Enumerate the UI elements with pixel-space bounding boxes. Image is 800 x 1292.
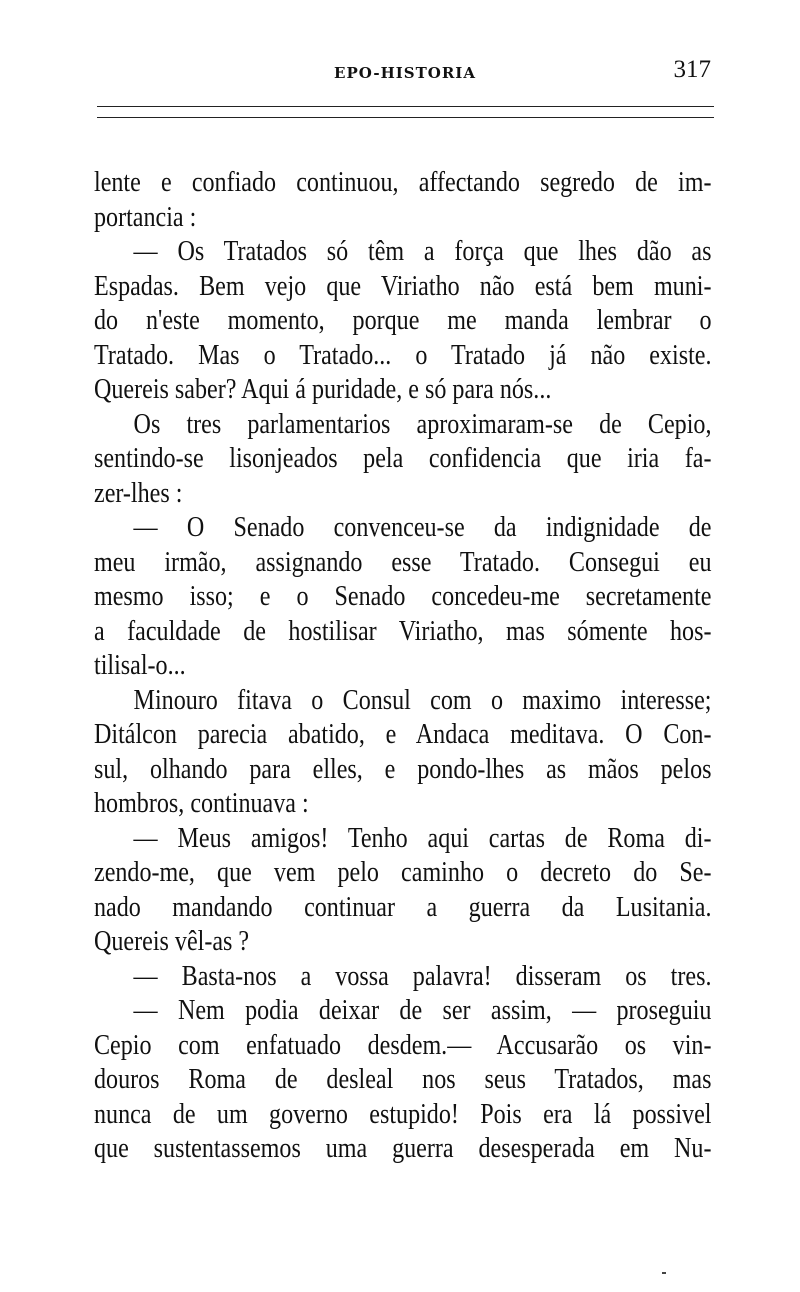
text-line: sul, olhando para elles, e pondo-lhes as mãos pelos — [94, 753, 712, 785]
text-line: Os tres parlamentarios aproximaram-se de Cepio, — [133, 408, 712, 440]
text-line: meu irmão, assignando esse Tratado. Consegui eu — [94, 546, 712, 578]
text-line: Espadas. Bem vejo que Viriatho não está bem muni- — [94, 270, 712, 302]
text-line: Tratado. Mas o Tratado... o Tratado já não existe. — [94, 339, 712, 371]
page-header — [95, 56, 715, 92]
text-line: Ditálcon parecia abatido, e Andaca meditava. O Con- — [94, 719, 712, 750]
text-line: mesmo isso; e o Senado concedeu-me secretamente — [94, 581, 712, 612]
text-line: tilisal-o... — [94, 650, 186, 681]
page-number: 317 — [673, 56, 711, 83]
text-line: — Meus amigos! Tenho aqui cartas de Roma di- — [133, 822, 712, 854]
text-line: — Basta-nos a vossa palavra! disseram os tres. — [133, 960, 712, 992]
text-line: portancia : — [94, 201, 197, 233]
text-line: lente e confiado continuou, affectando segredo de im- — [94, 167, 712, 198]
print-speck — [662, 1272, 666, 1274]
text-line: Cepio com enfatuado desdem.— Accusarão os vin- — [94, 1029, 712, 1061]
text-line: zer-lhes : — [94, 477, 183, 509]
header-rule-top — [97, 106, 714, 107]
text-line: nunca de um governo estupido! Pois era lá possivel — [94, 1098, 712, 1130]
running-title: EPO-HISTORIA — [334, 64, 476, 82]
text-line: Minouro fitava o Consul com o maximo interesse; — [133, 684, 712, 716]
text-line: — Os Tratados só têm a força que lhes dão as — [133, 236, 712, 267]
text-line: zendo-me, que vem pelo caminho o decreto do Se- — [94, 857, 712, 888]
text-line: sentindo-se lisonjeados pela confidencia que iria fa- — [94, 443, 712, 474]
text-line: nado mandando continuar a guerra da Lusitania. — [94, 891, 712, 923]
text-line: — O Senado convenceu-se da indignidade de — [133, 512, 712, 543]
text-line: a faculdade de hostilisar Viriatho, mas sómente hos- — [94, 615, 712, 647]
text-line: Quereis saber? Aqui á puridade, e só para nós... — [94, 374, 552, 405]
header-rule-bottom — [97, 117, 714, 118]
text-line: Quereis vêl-as ? — [94, 926, 250, 957]
text-line: douros Roma de desleal nos seus Tratados, mas — [94, 1064, 712, 1095]
text-line: do n'este momento, porque me manda lembrar o — [94, 305, 712, 336]
body-text — [94, 166, 712, 1167]
text-line: hombros, continuava : — [94, 788, 309, 819]
text-line: — Nem podia deixar de ser assim, — proseguiu — [133, 995, 712, 1026]
text-line: que sustentassemos uma guerra desesperada em Nu- — [94, 1133, 712, 1164]
